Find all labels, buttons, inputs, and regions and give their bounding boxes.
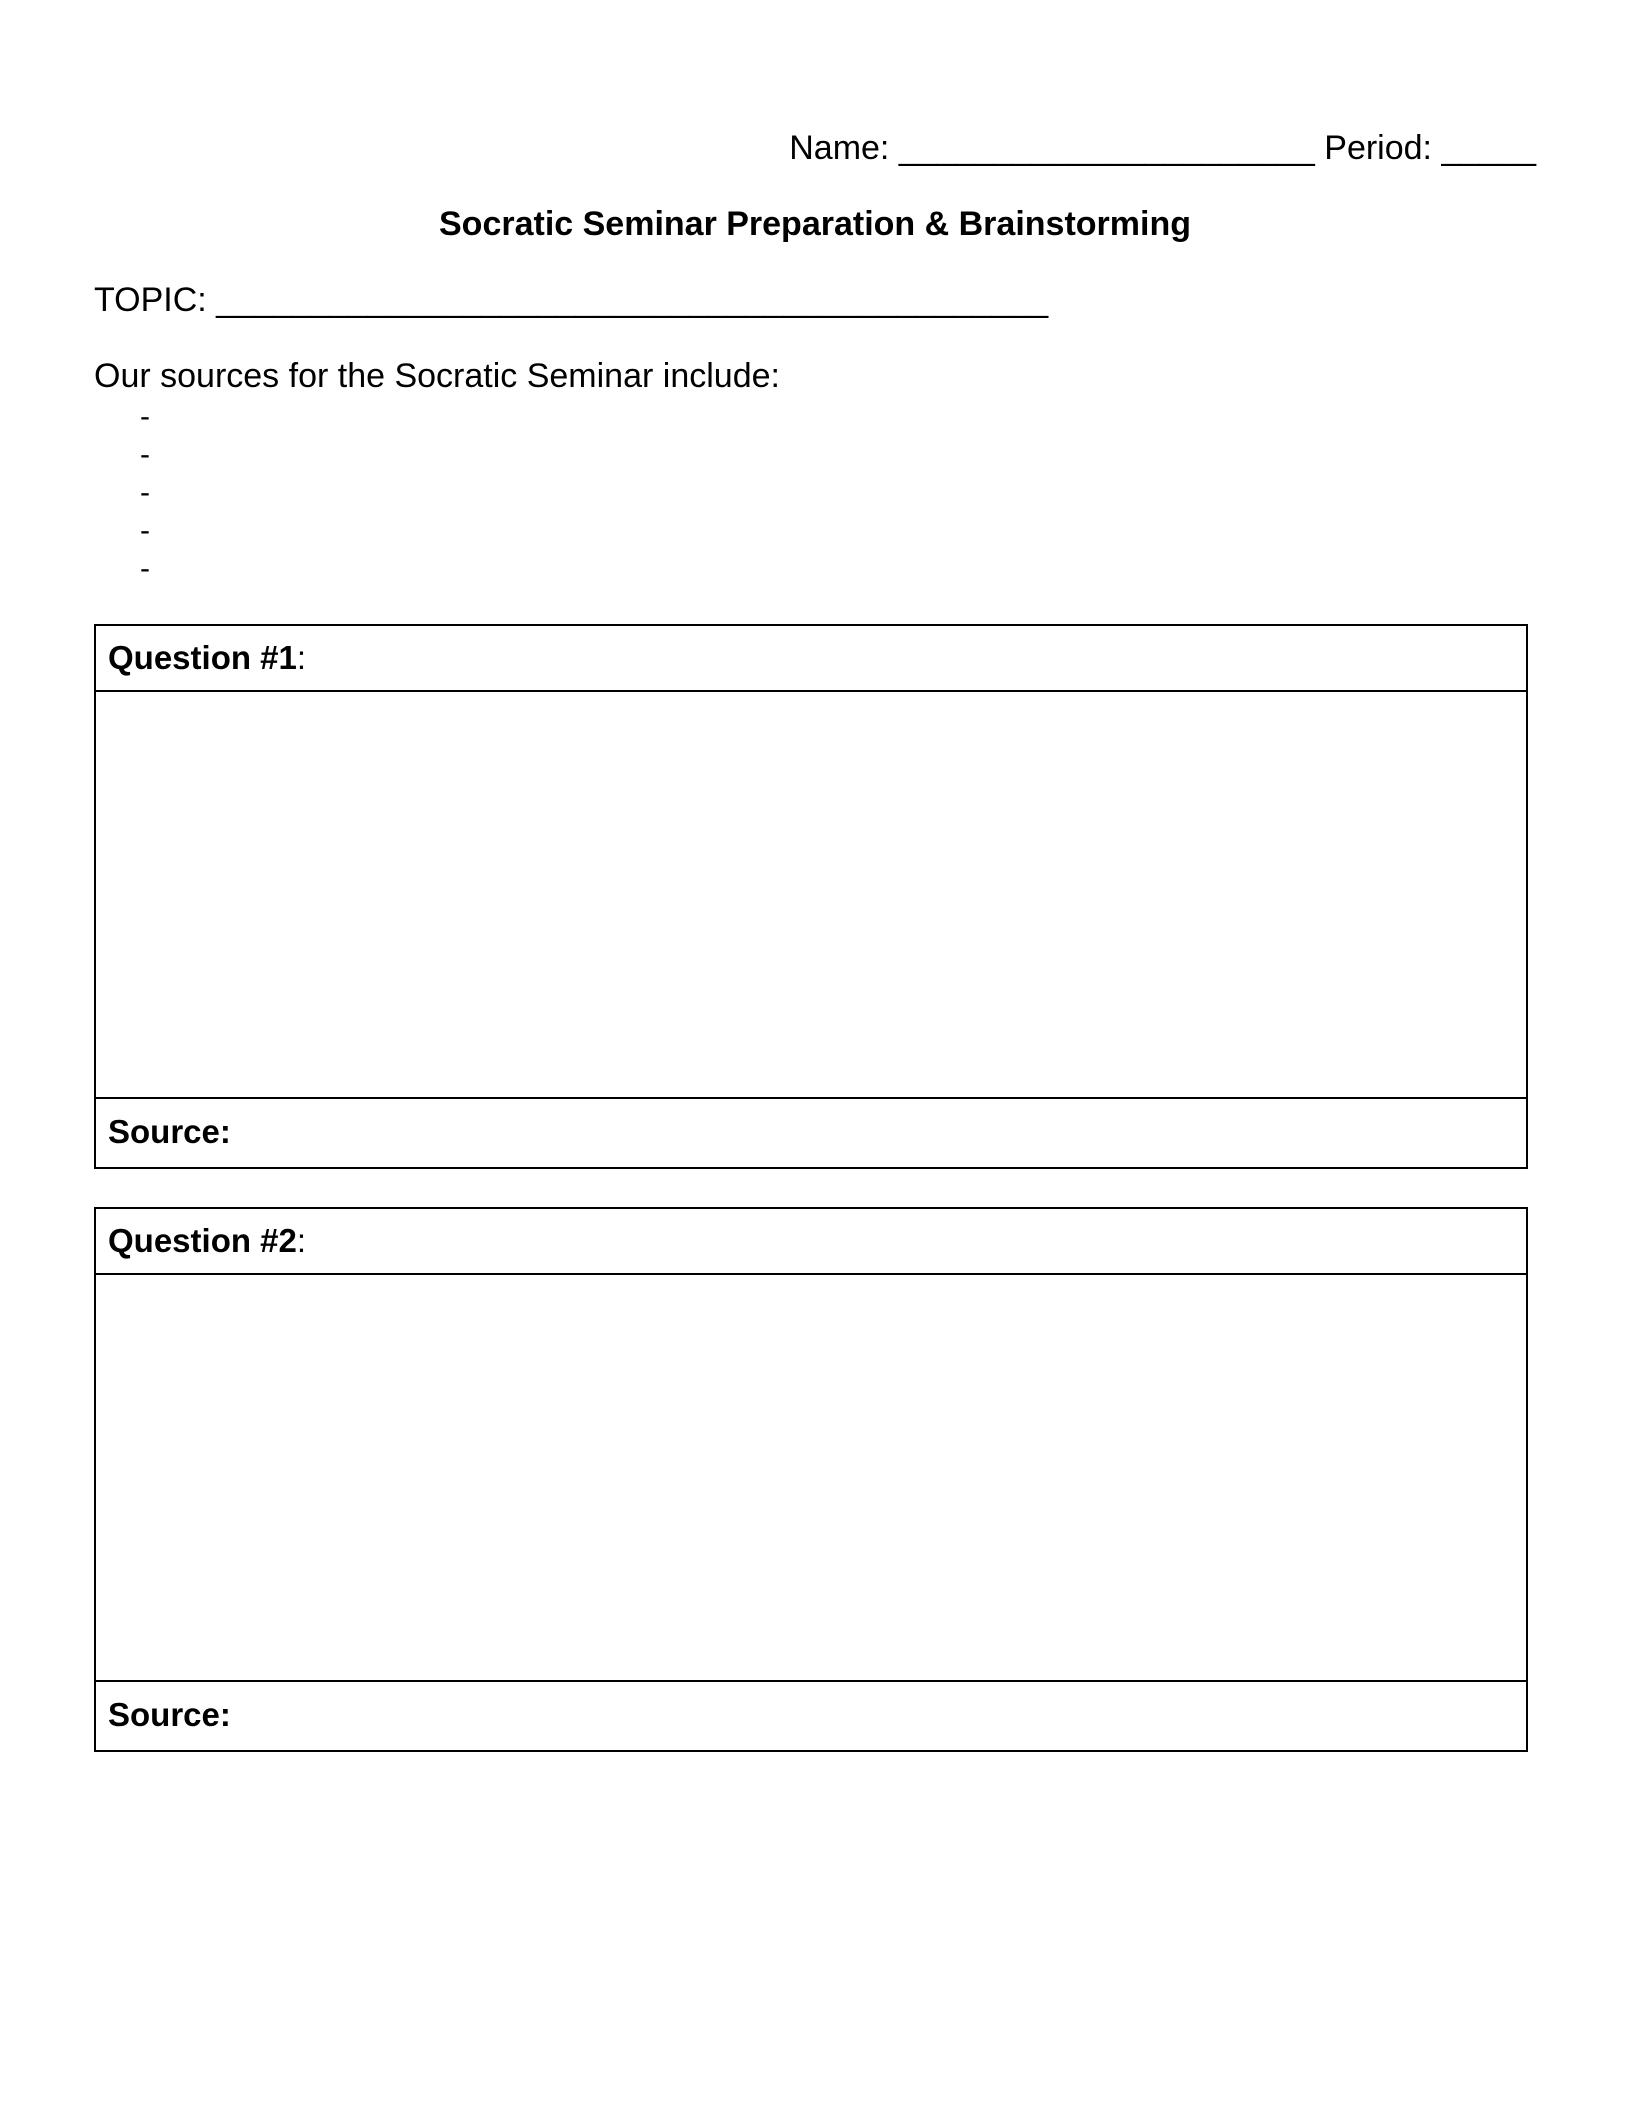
source-bullet: - <box>140 514 150 547</box>
question-label: Question #2 <box>108 1222 297 1259</box>
source-bullet: - <box>140 476 150 509</box>
question-header <box>96 1209 1526 1275</box>
source-bullet: - <box>140 552 150 585</box>
page-title: Socratic Seminar Preparation & Brainstorming <box>439 205 1191 243</box>
name-period-line: Name: ______________________ Period: _____ <box>789 129 1536 167</box>
topic-line: TOPIC: ____________________________________________ <box>94 281 1049 319</box>
question-box-1 <box>94 624 1528 1169</box>
question-header <box>96 626 1526 692</box>
source-bullet: - <box>140 400 150 433</box>
question-box-2 <box>94 1207 1528 1752</box>
sources-list <box>140 398 150 588</box>
question-answer-area[interactable] <box>96 692 1526 1099</box>
question-label: Question #1 <box>108 639 297 676</box>
source-label: Source: <box>108 1113 231 1150</box>
source-label: Source: <box>108 1696 231 1733</box>
question-answer-area[interactable] <box>96 1275 1526 1682</box>
sources-heading: Our sources for the Socratic Seminar include: <box>94 357 780 395</box>
source-bullet: - <box>140 438 150 471</box>
question-colon: : <box>296 639 307 676</box>
question-colon: : <box>296 1222 307 1259</box>
